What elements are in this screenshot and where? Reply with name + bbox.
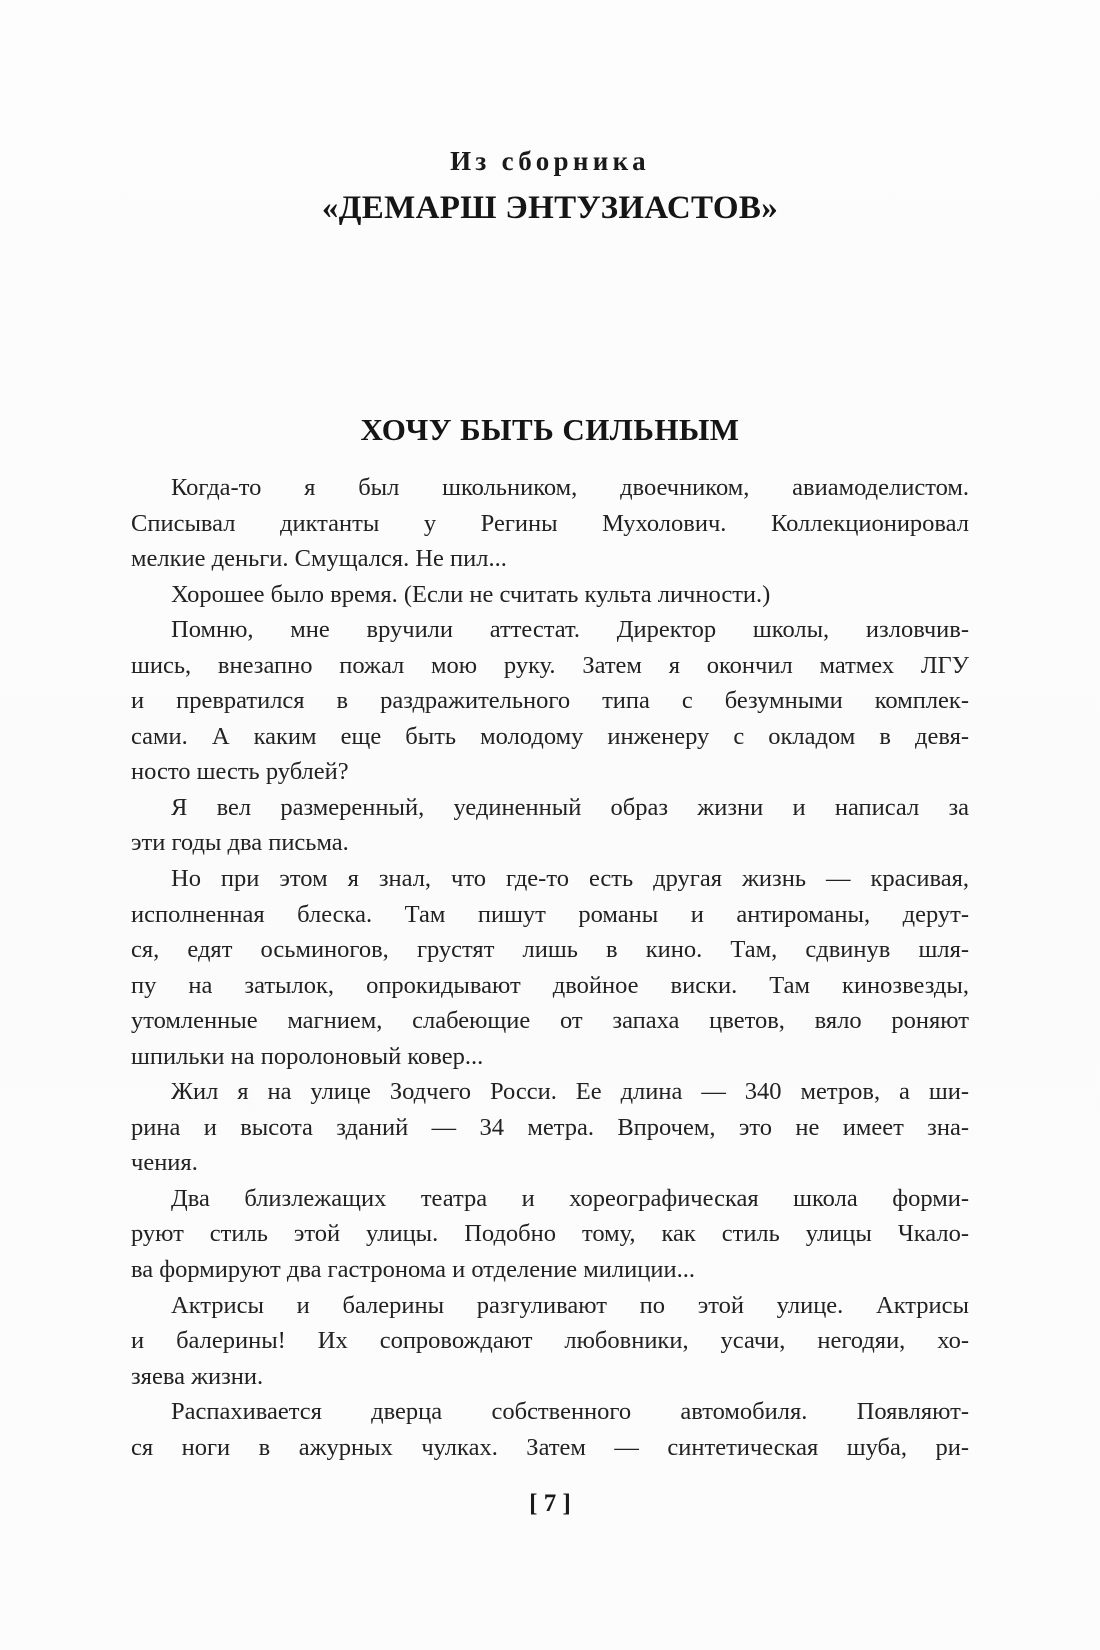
text-line: чения. (131, 1149, 198, 1177)
text-line: Но при этом я знал, что где-то есть другая жизнь — красивая, (171, 865, 969, 893)
series-label: Из сборника (450, 146, 650, 176)
text-line: исполненная блеска. Там пишут романы и антироманы, дерут- (131, 900, 969, 928)
text-line: Актрисы и балерины разгуливают по этой улице. Актрисы (171, 1291, 969, 1319)
text-line: и превратился в раздражительного типа с безумными комплек- (131, 687, 969, 715)
text-line: Я вел размеренный, уединенный образ жизни и написал за (171, 793, 969, 821)
page-number: [ 7 ] (529, 1490, 571, 1517)
paragraph (131, 790, 969, 861)
text-line: пу на затылок, опрокидывают двойное виски. Там кинозвезды, (131, 971, 969, 999)
paragraph (131, 612, 969, 790)
paragraph (131, 1394, 969, 1465)
text-line: руют стиль этой улицы. Подобно тому, как стиль улицы Чкало- (131, 1220, 969, 1248)
paragraph (131, 577, 969, 613)
text-line: утомленные магнием, слабеющие от запаха цветов, вяло роняют (131, 1007, 969, 1035)
text-line: Когда-то я был школьником, двоечником, авиамоделистом. (171, 474, 969, 501)
collection-title: «ДЕМАРШ ЭНТУЗИАСТОВ» (321, 190, 779, 226)
text-line: ся, едят осьминогов, грустят лишь в кино. Там, сдвинув шля- (131, 936, 969, 964)
text-line: Жил я на улице Зодчего Росси. Ее длина — 340 метров, а ши- (171, 1078, 969, 1106)
paragraph (131, 1074, 969, 1181)
paragraph (131, 1288, 969, 1395)
text-line: Хорошее было время. (Если не считать культа личности.) (171, 580, 771, 608)
text-line: Распахивается дверца собственного автомобиля. Появляют- (171, 1398, 969, 1426)
text-line: и балерины! Их сопровождают любовники, усачи, негодяи, хо- (131, 1327, 969, 1355)
paragraph (131, 861, 969, 1074)
paragraph (131, 470, 969, 577)
text-line: рина и высота зданий — 34 метра. Впрочем, это не имеет зна- (131, 1113, 969, 1141)
text-line: Списывал диктанты у Регины Мухолович. Коллекционировал (131, 509, 969, 537)
text-line: ся ноги в ажурных чулках. Затем — синтетическая шуба, ри- (131, 1433, 969, 1461)
text-line: шись, внезапно пожал мою руку. Затем я окончил матмех ЛГУ (131, 651, 969, 679)
text-line: ва формируют два гастронома и отделение милиции... (131, 1256, 695, 1284)
text-line: шпильки на поролоновый ковер... (131, 1042, 484, 1070)
text-line: эти годы два письма. (131, 829, 349, 857)
text-line: мелкие деньги. Смущался. Не пил... (131, 545, 507, 573)
text-line: Помню, мне вручили аттестат. Директор школы, изловчив- (171, 616, 969, 644)
text-line: Два близлежащих театра и хореографическая школа форми- (171, 1184, 969, 1212)
story-title: ХОЧУ БЫТЬ СИЛЬНЫМ (360, 412, 740, 447)
text-line: носто шесть рублей? (131, 758, 349, 786)
text-line: сами. А каким еще быть молодому инженеру с окладом в девя- (131, 722, 969, 750)
text-line: зяева жизни. (131, 1362, 264, 1390)
story-text (131, 470, 969, 1465)
paragraph (131, 1181, 969, 1288)
